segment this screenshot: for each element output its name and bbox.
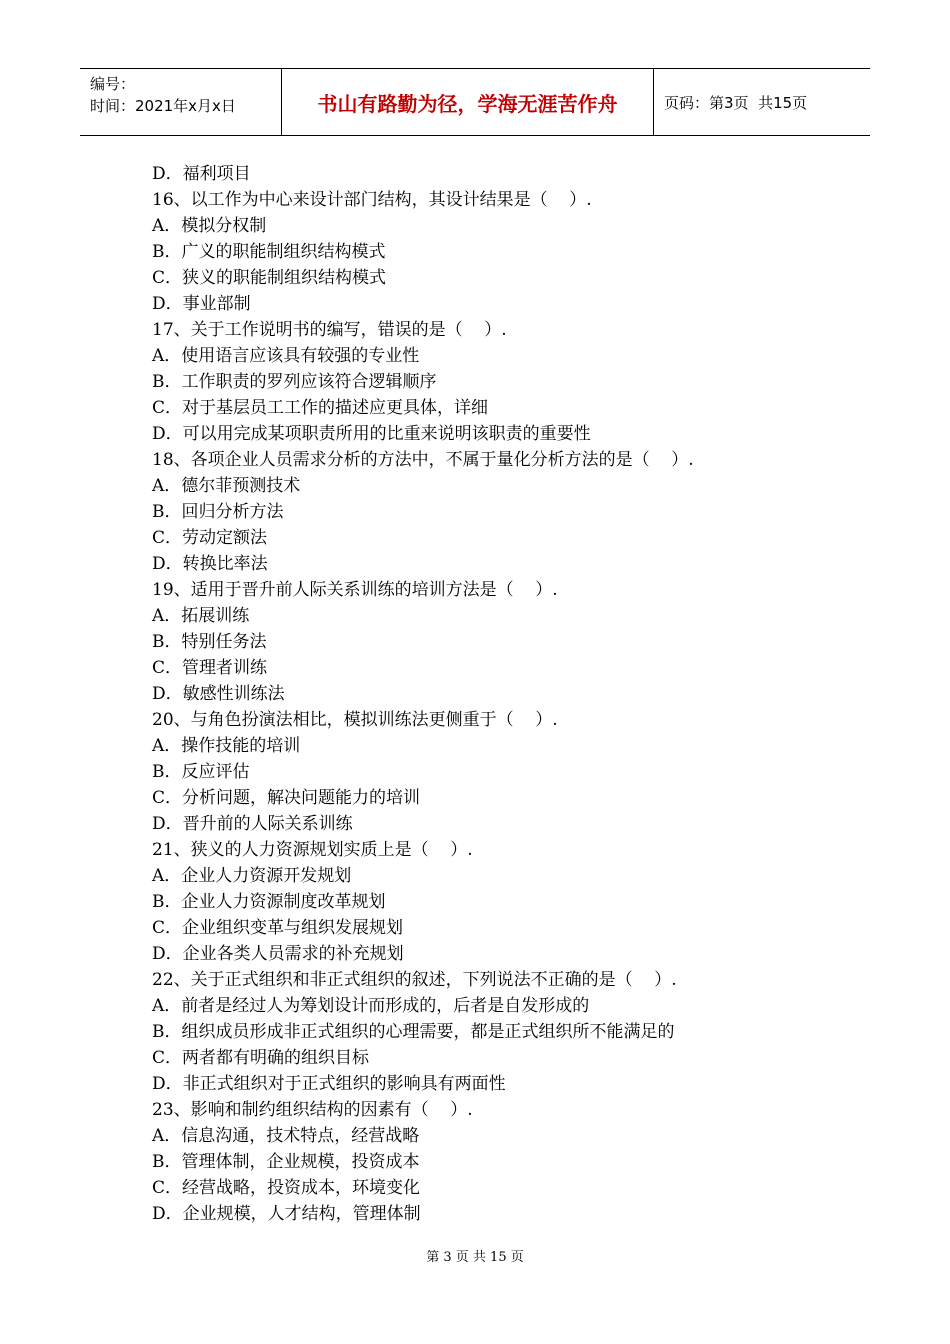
answer-option: A．信息沟通，技术特点，经营战略 (152, 1126, 420, 1146)
answer-option: C．狭义的职能制组织结构模式 (152, 268, 387, 288)
question-stem: 19、适用于晋升前人际关系训练的培训方法是（ ）. (152, 580, 558, 600)
answer-option: D．非正式组织对于正式组织的影响具有两面性 (152, 1074, 506, 1094)
answer-option: B．工作职责的罗列应该符合逻辑顺序 (152, 372, 437, 392)
answer-option: B．企业人力资源制度改革规划 (152, 892, 386, 912)
question-stem: 16、以工作为中心来设计部门结构，其设计结果是（ ）. (152, 190, 592, 210)
answer-option: A．拓展训练 (152, 606, 250, 626)
answer-option: D．可以用完成某项职责所用的比重来说明该职责的重要性 (152, 424, 591, 444)
answer-option: A．德尔菲预测技术 (152, 476, 301, 496)
answer-option: D．晋升前的人际关系训练 (152, 814, 353, 834)
answer-option: D．事业部制 (152, 294, 251, 314)
answer-option: C．分析问题，解决问题能力的培训 (152, 788, 421, 808)
answer-option: B．特别任务法 (152, 632, 267, 652)
header-meta (80, 69, 282, 135)
page-footer: 第 3 页 共 15 页 (426, 1250, 524, 1265)
answer-option: C．对于基层员工工作的描述应更具体，详细 (152, 398, 489, 418)
answer-option: A．使用语言应该具有较强的专业性 (152, 346, 420, 366)
question-stem: 22、关于正式组织和非正式组织的叙述，下列说法不正确的是（ ）. (152, 970, 677, 990)
answer-option: C．企业组织变革与组织发展规划 (152, 918, 404, 938)
answer-option: D．敏感性训练法 (152, 684, 285, 704)
answer-option: A．前者是经过人为筹划设计而形成的，后者是自发形成的 (152, 996, 590, 1016)
answer-option: B．反应评估 (152, 762, 250, 782)
answer-option: C．劳动定额法 (152, 528, 268, 548)
answer-option: D．企业规模，人才结构，管理体制 (152, 1204, 421, 1224)
question-content (152, 161, 852, 1227)
document-time-label: 时间：2021年x月x日 (90, 97, 236, 115)
header-motto: 书山有路勤为径，学海无涯苦作舟 (282, 69, 654, 135)
answer-option: D．福利项目 (152, 164, 251, 184)
answer-option: B．回归分析方法 (152, 502, 284, 522)
answer-option: B．管理体制，企业规模，投资成本 (152, 1152, 420, 1172)
question-stem: 20、与角色扮演法相比，模拟训练法更侧重于（ ）. (152, 710, 558, 730)
question-stem: 21、狭义的人力资源规划实质上是（ ）. (152, 840, 473, 860)
answer-option: B．广义的职能制组织结构模式 (152, 242, 386, 262)
document-number-label: 编号： (90, 75, 136, 93)
answer-option: B．组织成员形成非正式组织的心理需要，都是正式组织所不能满足的 (152, 1022, 675, 1042)
answer-option: C．两者都有明确的组织目标 (152, 1048, 370, 1068)
answer-option: C．经营战略，投资成本，环境变化 (152, 1178, 421, 1198)
header-page-info (654, 69, 870, 135)
answer-option: D．企业各类人员需求的补充规划 (152, 944, 404, 964)
page-header (80, 68, 870, 136)
answer-option: D．转换比率法 (152, 554, 268, 574)
question-stem: 17、关于工作说明书的编写，错误的是（ ）. (152, 320, 507, 340)
answer-option: A．企业人力资源开发规划 (152, 866, 352, 886)
header-page-label: 页码：第3页 共15页 (664, 93, 808, 112)
answer-option: C．管理者训练 (152, 658, 268, 678)
question-stem: 18、各项企业人员需求分析的方法中，不属于量化分析方法的是（ ）. (152, 450, 694, 470)
answer-option: A．模拟分权制 (152, 216, 267, 236)
question-stem: 23、影响和制约组织结构的因素有（ ）. (152, 1100, 473, 1120)
answer-option: A．操作技能的培训 (152, 736, 301, 756)
